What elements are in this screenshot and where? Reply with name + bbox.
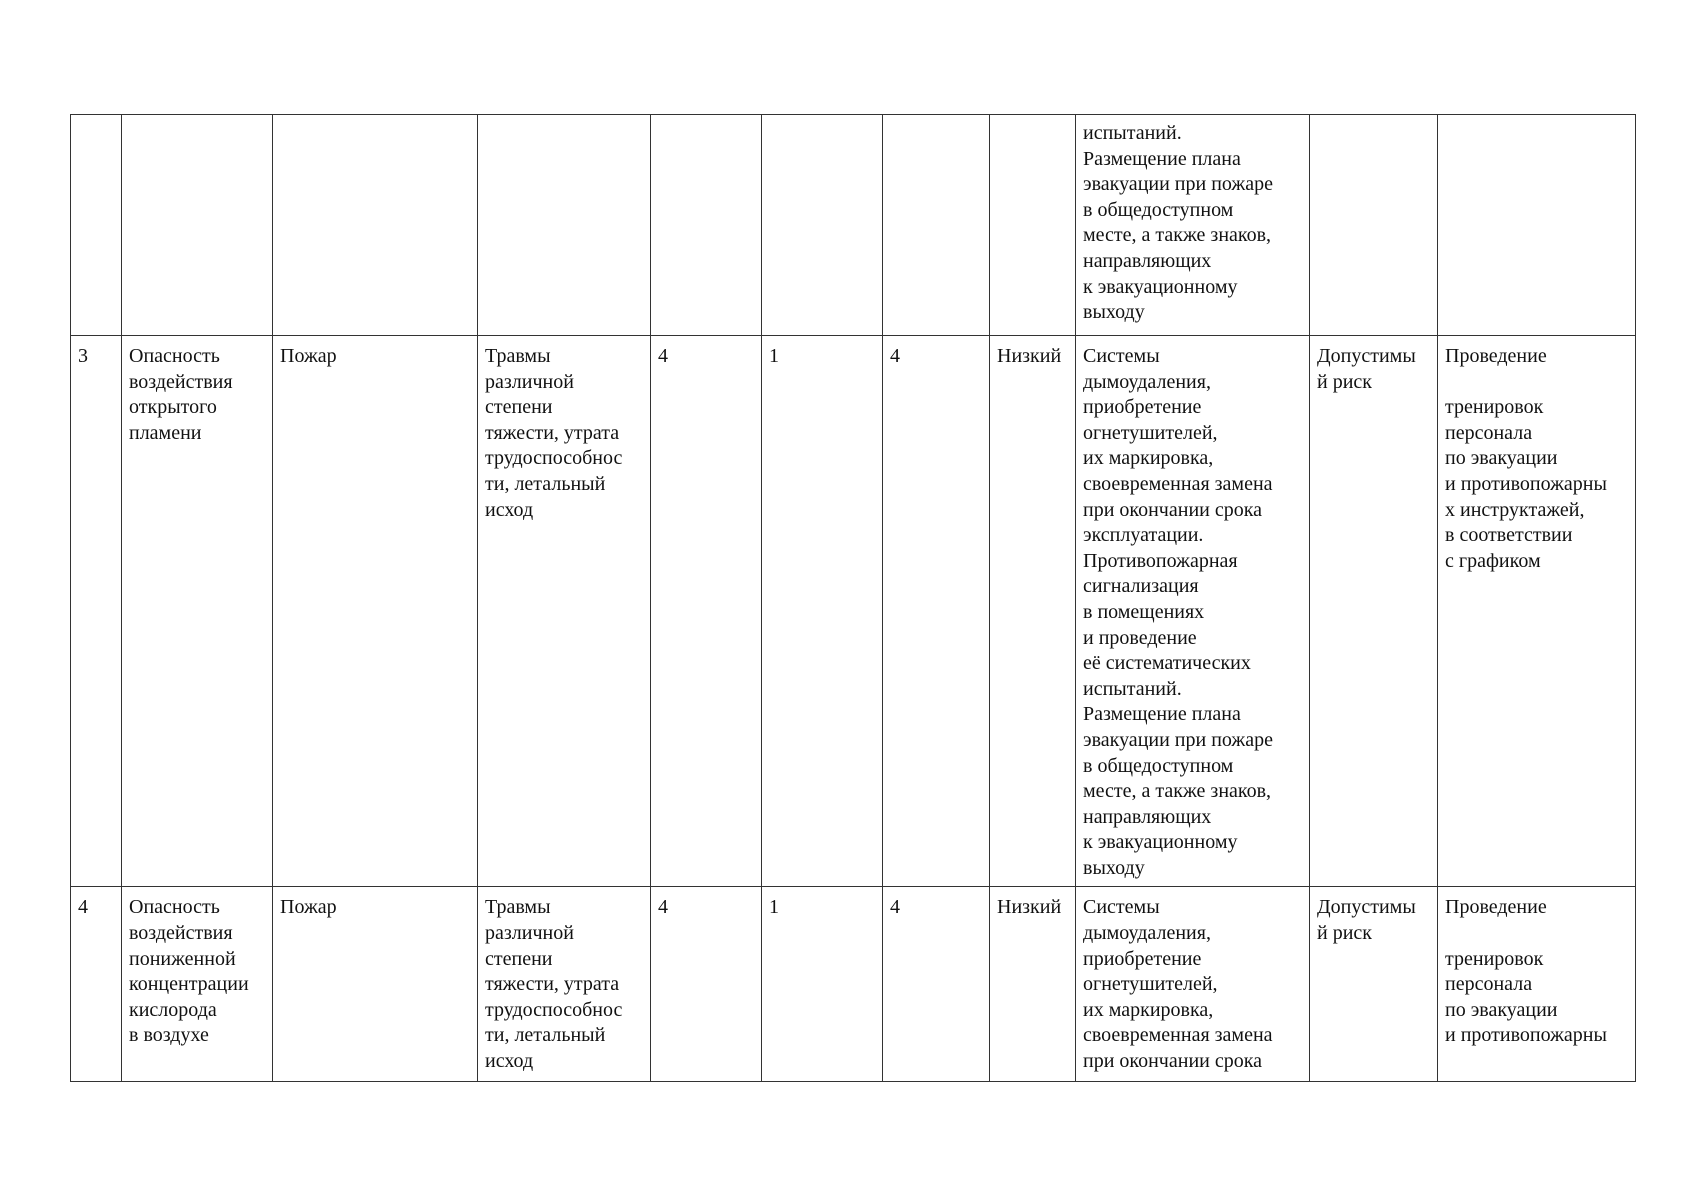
cell-severity: 4	[651, 887, 762, 1082]
cell-probability: 1	[762, 336, 883, 887]
cell-consequence: Травмы различной степени тяжести, утрата трудоспособнос ти, летальный исход	[478, 887, 651, 1082]
cell-danger	[122, 115, 273, 336]
cell-risk-level: Низкий	[990, 336, 1076, 887]
cell-risk-value	[883, 115, 990, 336]
cell-severity: 4	[651, 336, 762, 887]
cell-acceptability: Допустимы й риск	[1310, 336, 1438, 887]
cell-probability	[762, 115, 883, 336]
cell-hazardous-event: Пожар	[273, 336, 478, 887]
cell-control-measures: Системы дымоудаления, приобретение огнетушителей, их маркировка, своевременная замена при окончании срока эксплуатации. Противопожарная сигнализация в помещениях и проведение её систематических испытаний. Размещение плана эвакуации при пожаре в общедоступном месте, а также знаков, направляющих к эвакуационному выходу	[1076, 336, 1310, 887]
cell-additional-measures: Проведение тренировок персонала по эвакуации и противопожарны х инструктажей, в соответствии с графиком	[1438, 336, 1636, 887]
cell-acceptability	[1310, 115, 1438, 336]
table-row	[71, 115, 1636, 336]
cell-consequence	[478, 115, 651, 336]
cell-risk-level	[990, 115, 1076, 336]
risk-assessment-table	[70, 114, 1636, 1082]
table-row	[71, 336, 1636, 887]
cell-number: 4	[71, 887, 122, 1082]
cell-danger: Опасность воздействия открытого пламени	[122, 336, 273, 887]
cell-acceptability: Допустимы й риск	[1310, 887, 1438, 1082]
cell-additional-measures: Проведение тренировок персонала по эвакуации и противопожарны	[1438, 887, 1636, 1082]
cell-number	[71, 115, 122, 336]
cell-risk-value: 4	[883, 336, 990, 887]
cell-risk-value: 4	[883, 887, 990, 1082]
cell-risk-level: Низкий	[990, 887, 1076, 1082]
cell-control-measures: Системы дымоудаления, приобретение огнетушителей, их маркировка, своевременная замена при окончании срока	[1076, 887, 1310, 1082]
cell-number: 3	[71, 336, 122, 887]
cell-hazardous-event	[273, 115, 478, 336]
cell-probability: 1	[762, 887, 883, 1082]
cell-consequence: Травмы различной степени тяжести, утрата трудоспособнос ти, летальный исход	[478, 336, 651, 887]
cell-hazardous-event: Пожар	[273, 887, 478, 1082]
cell-severity	[651, 115, 762, 336]
cell-additional-measures	[1438, 115, 1636, 336]
cell-danger: Опасность воздействия пониженной концентрации кислорода в воздухе	[122, 887, 273, 1082]
table-row	[71, 887, 1636, 1082]
cell-control-measures: испытаний. Размещение плана эвакуации при пожаре в общедоступном месте, а также знаков, направляющих к эвакуационному выходу	[1076, 115, 1310, 336]
